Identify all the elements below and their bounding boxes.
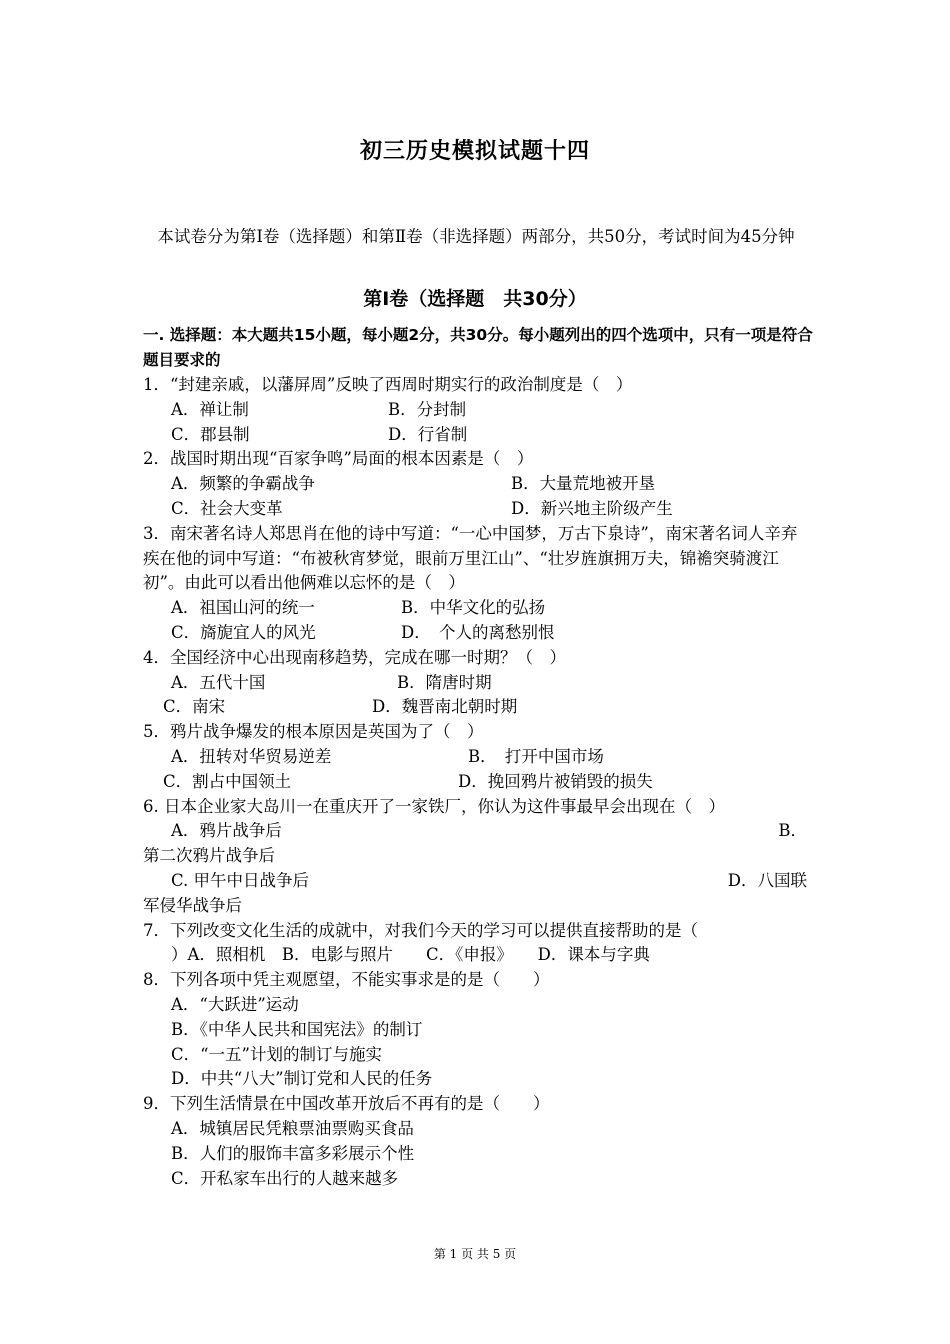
- question-6-option-a: A．鸦片战争后: [171, 821, 282, 841]
- question-2-options-row1: [143, 472, 813, 497]
- question-9-stem: 9．下列生活情景在中国改革开放后不再有的是（ ）: [143, 1094, 550, 1114]
- question-5-option-b: B． 打开中国市场: [468, 746, 604, 766]
- question-3-option-b: B．中华文化的弘扬: [401, 598, 546, 618]
- question-4-option-d: D．魏晋南北朝时期: [372, 697, 518, 717]
- question-6-option-a-row: [143, 819, 813, 844]
- question-2-option-d: D．新兴地主阶级产生: [511, 498, 673, 518]
- question-3-option-c: C．旖旎宜人的风光: [171, 622, 316, 642]
- question-8-option-c: C．“一五”计划的制订与施实: [171, 1044, 382, 1064]
- question-3-options-row1: [143, 596, 813, 621]
- question-6-option-c-row: [143, 869, 813, 894]
- question-1-options-row2: [143, 423, 813, 448]
- question-4-option-c: C．南宋: [163, 697, 226, 717]
- question-8-stem: 8．下列各项中凭主观愿望，不能实事求是的是（ ）: [143, 970, 550, 990]
- question-8-option-b: B．《中华人民共和国宪法》的制订: [171, 1019, 423, 1039]
- question-4-option-a: A．五代十国: [171, 672, 266, 692]
- question-4-options-row1: [143, 671, 813, 696]
- question-5-options-row2: [143, 770, 813, 795]
- question-6-option-d-mark: D．八国联: [727, 870, 807, 890]
- question-4-options-row2: [143, 695, 813, 720]
- exam-intro: 本试卷分为第Ⅰ卷（选择题）和第Ⅱ卷（非选择题）两部分，共50分，考试时间为45分钟: [157, 227, 795, 246]
- question-3-option-d: D． 个人的离愁别恨: [401, 622, 555, 642]
- question-1-option-d: D．行省制: [388, 424, 468, 444]
- question-6-option-c: C. 甲午中日战争后: [171, 870, 310, 890]
- question-6-option-b-mark: B．: [778, 821, 807, 841]
- question-8-option-d: D．中共“八大”制订党和人民的任务: [171, 1069, 433, 1089]
- question-5-option-d: D．挽回鸦片被销毁的损失: [458, 771, 653, 791]
- question-9-option-b: B．人们的服饰丰富多彩展示个性: [171, 1143, 415, 1163]
- question-7-options: ）A．照相机 B．电影与照片 C．《申报》 D．课本与字典: [171, 945, 650, 965]
- question-6-stem: 6. 日本企业家大岛川一在重庆开了一家铁厂，你认为这件事最早会出现在（ ）: [143, 796, 725, 816]
- question-1-options-row1: [143, 398, 813, 423]
- question-list: [143, 373, 813, 1191]
- question-2-option-a: A．频繁的争霸战争: [171, 474, 315, 494]
- question-9-option-a: A．城镇居民凭粮票油票购买食品: [171, 1118, 414, 1138]
- question-6-option-b: 第二次鸦片战争后: [143, 846, 275, 866]
- question-5-option-a: A．扭转对华贸易逆差: [171, 746, 332, 766]
- question-2-option-c: C．社会大变革: [171, 498, 283, 518]
- question-3-option-a: A．祖国山河的统一: [171, 598, 315, 618]
- question-2-options-row2: [143, 497, 813, 522]
- page-title: 初三历史模拟试题十四: [359, 139, 590, 164]
- question-9-option-c: C．开私家车出行的人越来越多: [171, 1168, 399, 1188]
- question-6-option-d: 军侵华战争后: [143, 895, 242, 915]
- section-instructions: 一. 选择题：本大题共15小题，每小题2分，共30分。每小题列出的四个选项中，只有一项是符合题目要求的: [143, 326, 813, 369]
- question-3-options-row2: [143, 621, 813, 646]
- question-2-stem: 2．战国时期出现“百家争鸣”局面的根本因素是（ ）: [143, 449, 534, 469]
- page-footer: 第 1 页 共 5 页: [433, 1247, 517, 1261]
- question-4-stem: 4．全国经济中心出现南移趋势，完成在哪一时期？（ ）: [143, 647, 566, 667]
- question-1-option-a: A．禅让制: [171, 399, 249, 419]
- question-7-stem: 7．下列改变文化生活的成就中，对我们今天的学习可以提供直接帮助的是（: [143, 920, 698, 940]
- question-5-option-c: C．割占中国领土: [163, 771, 292, 791]
- question-5-stem: 5．鸦片战争爆发的根本原因是英国为了（ ）: [143, 722, 484, 742]
- question-8-option-a: A．“大跃进”运动: [171, 994, 299, 1014]
- question-1-option-b: B．分封制: [388, 399, 467, 419]
- question-2-option-b: B．大量荒地被开垦: [511, 474, 656, 494]
- question-3-stem: 3．南宋著名诗人郑思肖在他的诗中写道：“一心中国梦，万古下泉诗”，南宋著名词人辛弃疾在他的词中写道：“布被秋宵梦觉，眼前万里江山”、“壮岁旌旗拥万夫，锦襜突骑渡江初”。由此可以看出他俩难以忘怀的是（ ）: [143, 523, 798, 593]
- question-5-options-row1: [143, 745, 813, 770]
- section-title: 第Ⅰ卷（选择题 共30分）: [363, 288, 587, 310]
- question-1-option-c: C．郡县制: [171, 424, 250, 444]
- question-4-option-b: B．隋唐时期: [397, 672, 492, 692]
- question-1-stem: 1．“封建亲戚，以藩屏周”反映了西周时期实行的政治制度是（ ）: [143, 375, 633, 394]
